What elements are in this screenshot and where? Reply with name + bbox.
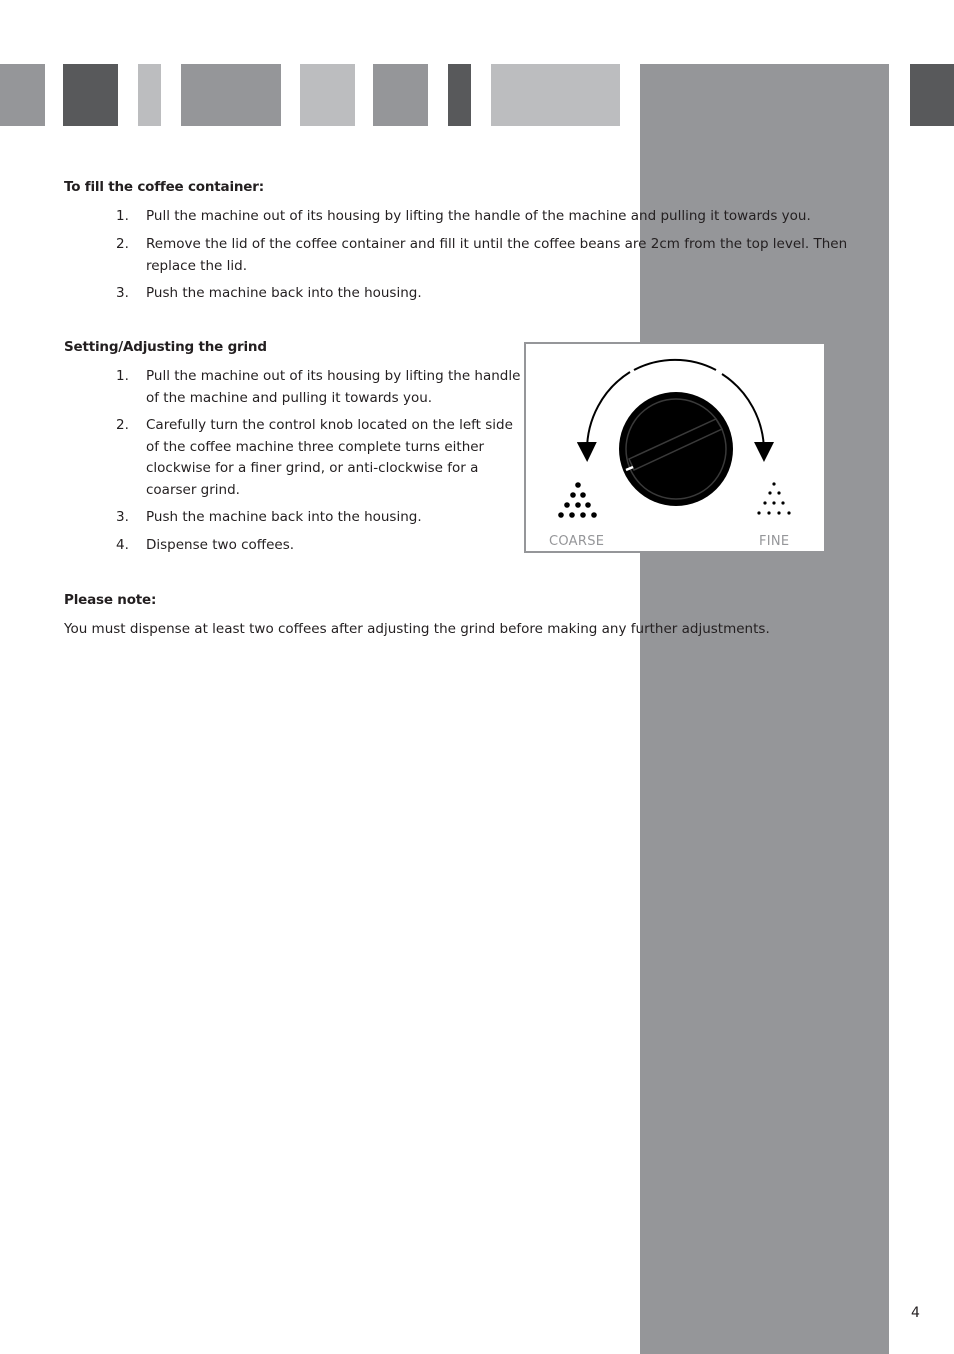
- coarse-grains-icon: [558, 482, 597, 518]
- step-number: 1.: [116, 368, 129, 384]
- step-line: coarser grind.: [146, 481, 240, 498]
- step-number: 2.: [116, 417, 129, 433]
- step-line: Pull the machine out of its housing by lifting the handle: [146, 368, 521, 384]
- header-band: [0, 64, 45, 126]
- header-band: [181, 64, 281, 126]
- page-number: 4: [911, 1305, 920, 1321]
- grind-heading: Setting/Adjusting the grind: [64, 339, 267, 355]
- sidebar-column: [640, 64, 889, 1354]
- step-text: Push the machine back into the housing.: [146, 509, 422, 525]
- step-line: clockwise for a finer grind, or anti-clockwise for a: [146, 460, 479, 476]
- grind-knob-figure: [524, 342, 826, 553]
- top-arc: [634, 360, 716, 370]
- header-band: [910, 64, 954, 126]
- step-text: Dispense two coffees.: [146, 537, 295, 553]
- header-band: [448, 64, 471, 126]
- header-band: [138, 64, 161, 126]
- fine-label: FINE: [759, 534, 790, 549]
- step-number: 1.: [116, 208, 129, 224]
- step-text: Remove the lid of the coffee container and fill it until the coffee beans are 2cm from the top level. Then: [146, 236, 848, 252]
- step-line: of the machine and pulling it towards you.: [146, 389, 433, 406]
- header-band: [373, 64, 428, 126]
- step-text: Pull the machine out of its housing by lifting the handle of the machine and pulling it towards you.: [146, 208, 811, 224]
- coarse-label: COARSE: [549, 534, 605, 549]
- step-text: [146, 366, 520, 409]
- header-band: [63, 64, 118, 126]
- note-text: You must dispense at least two coffees after adjusting the grind before making any further adjustments.: [64, 621, 770, 637]
- step-number: 4.: [116, 537, 129, 553]
- step-text: [146, 415, 513, 501]
- fine-grains-icon: [757, 482, 790, 514]
- step-number: 2.: [116, 236, 129, 252]
- step-line: Carefully turn the control knob located on the left side: [146, 417, 513, 433]
- step-text: replace the lid.: [146, 258, 247, 274]
- note-heading: Please note:: [64, 592, 157, 608]
- fill-heading: To fill the coffee container:: [64, 179, 264, 195]
- step-text: Push the machine back into the housing.: [146, 285, 422, 301]
- grind-knob-illustration: [526, 344, 824, 551]
- step-line: of the coffee machine three complete turns either: [146, 438, 485, 455]
- step-number: 3.: [116, 509, 129, 525]
- header-band: [300, 64, 355, 126]
- header-band: [491, 64, 620, 126]
- step-number: 3.: [116, 285, 129, 301]
